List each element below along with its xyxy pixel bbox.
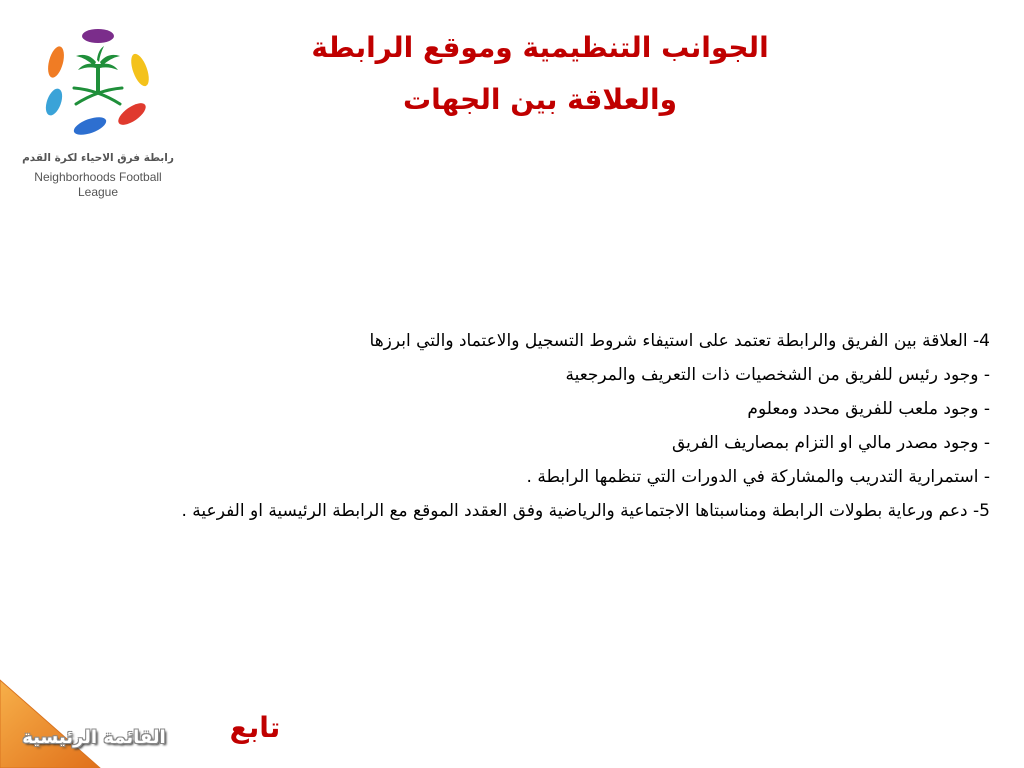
next-button[interactable]: تابع	[229, 711, 281, 744]
body-line: - استمرارية التدريب والمشاركة في الدورات التي تنظمها الرابطة .	[526, 467, 990, 487]
league-logo	[18, 22, 178, 199]
body-line: - وجود ملعب للفريق محدد ومعلوم	[747, 399, 990, 419]
body-line: - وجود رئيس للفريق من الشخصيات ذات التعريف والمرجعية	[565, 365, 990, 385]
main-menu-label: القائمة الرئيسية	[22, 727, 166, 748]
main-menu-button[interactable]	[0, 675, 180, 768]
slide-body	[100, 324, 990, 528]
slide-title	[280, 22, 800, 126]
body-line: 4- العلاقة بين الفريق والرابطة تعتمد على استيفاء شروط التسجيل والاعتماد والتي ابرزها	[369, 331, 990, 351]
slide-title-line1: الجوانب التنظيمية وموقع الرابطة	[311, 31, 769, 64]
logo-english-line2: League	[77, 185, 119, 199]
orange-triangle-icon	[0, 675, 180, 768]
body-line: 5- دعم ورعاية بطولات الرابطة ومناسبتاها الاجتماعية والرياضية وفق العقدد الموقع مع الرابطة الرئيسية او الفرعية .	[181, 501, 990, 521]
logo-arabic-name: رابطة فرق الاحياء لكرة القدم	[22, 152, 174, 164]
logo-english-name	[18, 170, 178, 200]
slide-title-line2: والعلاقة بين الجهات	[403, 83, 677, 116]
body-line: - وجود مصدر مالي او التزام بمصاريف الفريق	[671, 433, 990, 453]
league-emblem-icon	[38, 22, 158, 147]
logo-english-line1: Neighborhoods Football	[34, 170, 162, 184]
